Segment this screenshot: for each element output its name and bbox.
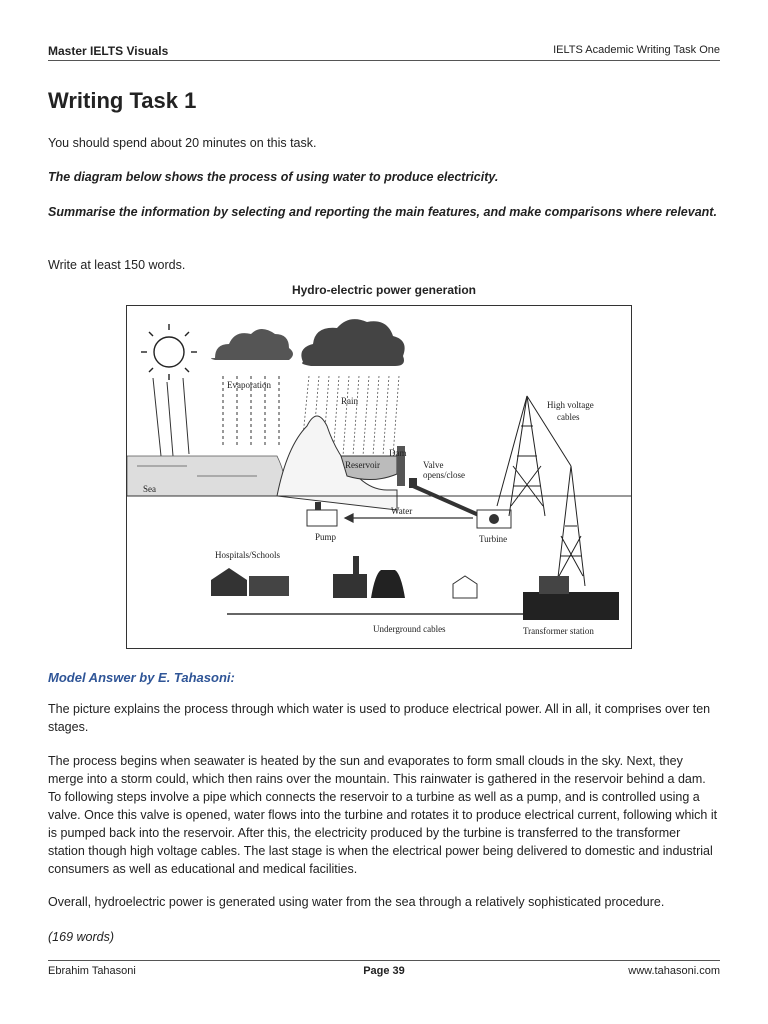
word-count: (169 words) [48, 930, 114, 944]
header-section-title: IELTS Academic Writing Task One [553, 44, 720, 56]
transformer-station-icon [523, 576, 619, 620]
turbine-icon [477, 510, 511, 528]
footer-website: www.tahasoni.com [628, 965, 720, 977]
page-header [48, 40, 720, 61]
label-water: Water [391, 506, 413, 516]
hydro-diagram [126, 305, 632, 649]
footer-author: Ebrahim Tahasoni [48, 965, 136, 977]
label-turbine: Turbine [479, 534, 508, 544]
task-time: You should spend about 20 minutes on this task. [48, 136, 317, 150]
pipe [413, 486, 481, 516]
house-icon [211, 568, 289, 596]
diagram-title: Hydro-electric power generation [291, 283, 477, 297]
label-reservoir: Reservoir [345, 460, 380, 470]
footer-page-number: Page 39 [363, 965, 405, 977]
label-pump: Pump [315, 532, 337, 542]
pylon-icon [497, 396, 585, 586]
cloud-icon [211, 329, 293, 360]
header-book-title: Master IELTS Visuals [48, 44, 169, 58]
label-dam: Dam [389, 448, 407, 458]
label-rain: Rain [341, 396, 358, 406]
sun-icon [141, 324, 197, 380]
model-answer-heading: Model Answer by E. Tahasoni: [48, 670, 235, 685]
factory-icon [333, 556, 405, 598]
label-sea: Sea [143, 484, 156, 494]
task-title: Writing Task 1 [48, 88, 197, 113]
task-prompt: The diagram below shows the process of using water to produce electricity. [48, 170, 499, 184]
label-evaporation: Evaporation [227, 380, 271, 390]
label-valve: Valve [423, 460, 444, 470]
label-hospitals: Hospitals/Schools [215, 550, 281, 560]
task-instruction: Summarise the information by selecting and reporting the main features, and make comparisons where relevant. [48, 205, 717, 219]
model-paragraph-3: Overall, hydroelectric power is generated using water from the sea through a relatively sophisticated procedure. [48, 895, 665, 909]
model-paragraph-2: The process begins when seawater is heated by the sun and evaporates to form small clouds in the sky. Next, they merge into a storm could, which then rains over the mountain. This rainwater is gathered in the reservoir behind a dam. To following steps involve a pipe which connects the reservoir to a turbine as well as a pump, and is controlled using a valve. Once this valve is opened, water flows into the turbine and rotates it to produce electrical current, following which it is pumped back into the reservoir. After this, the electricity produced by the turbine is transferred to the transformer station though high voltage cables. The last stage is when the electrical power being delivered to domestic and industrial consumers as well as educational and medical facilities. [48, 754, 718, 876]
school-icon [453, 576, 477, 598]
label-transformer: Transformer station [523, 626, 594, 636]
label-high-voltage: High voltage [547, 400, 594, 410]
label-valve-state: opens/close [423, 470, 465, 480]
page-footer [48, 960, 720, 979]
label-underground: Underground cables [373, 624, 446, 634]
storm-cloud-icon [301, 319, 404, 366]
pump-icon [307, 502, 337, 526]
task-word-limit: Write at least 150 words. [48, 258, 186, 272]
label-cables: cables [557, 412, 580, 422]
model-paragraph-1: The picture explains the process through which water is used to produce electrical power. All in all, it comprises over ten stages. [48, 702, 711, 734]
